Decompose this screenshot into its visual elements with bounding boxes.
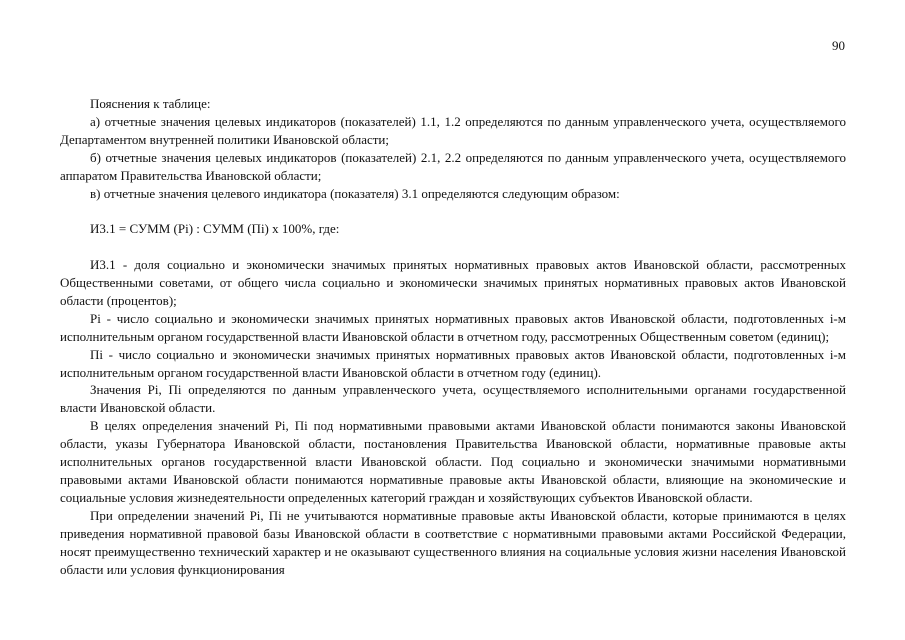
paragraph-values-source: Значения Рi, Пi определяются по данным управленческого учета, осуществляемого исполнительными органами государственной власти Ивановской области.: [60, 382, 846, 416]
paragraph-ri-definition: Рi - число социально и экономически значимых принятых нормативных правовых актов Ивановской области, подготовленных i-м исполнительным органом государственной власти Ивановской области в отчетном году, рассмотренных Общественным советом (единиц);: [60, 310, 846, 344]
formula: И3.1 = СУММ (Рi) : СУММ (Пi) х 100%, где:: [90, 221, 340, 237]
paragraph-b: б) отчетные значения целевых индикаторов (показателей) 2.1, 2.2 определяются по данным управленческого учета, осуществляемого аппаратом Правительства Ивановской области;: [60, 149, 846, 183]
notes-heading: Пояснения к таблице:: [90, 96, 211, 111]
paragraph-i31-definition: И3.1 - доля социально и экономически значимых принятых нормативных правовых актов Ивановской области, рассмотренных Общественными советами, от общего числа социально и экономически значимых принятых нормативных правовых актов Ивановской области (процентов);: [60, 257, 846, 308]
page-number: 90: [832, 38, 845, 53]
paragraph-legal-acts: В целях определения значений Рi, Пi под нормативными правовыми актами Ивановской области понимаются законы Ивановской области, указы Губернатора Ивановской области, постановления Правительства Ивановской области, нормативные правовые акты исполнительных органов государственной власти Ивановской области. Под социально и экономически значимыми нормативными правовыми актами Ивановской области понимаются нормативные правовые акты Ивановской области, влияющие на экономические и социальные условия жизнедеятельности определенных категорий граждан и хозяйствующих субъектов Ивановской области.: [60, 418, 846, 505]
blank-line: [60, 238, 846, 256]
paragraph-pi-definition: Пi - число социально и экономически значимых принятых нормативных правовых актов Ивановской области, подготовленных i-м исполнительным органом государственной власти Ивановской области в отчетном году (единиц).: [60, 346, 846, 380]
paragraph-c: в) отчетные значения целевого индикатора (показателя) 3.1 определяются следующим образом:: [90, 185, 620, 201]
paragraph-exclusions: При определении значений Рi, Пi не учитываются нормативные правовые акты Ивановской области, которые принимаются в целях приведения нормативной правовой базы Ивановской области в соответствие с нормативными правовыми актами Российской Федерации, носят преимущественно технический характер и не оказывают существенного влияния на социальные условия жизни населения Ивановской области или условия функционирования: [60, 507, 846, 577]
document-body: [60, 95, 846, 578]
paragraph-a: а) отчетные значения целевых индикаторов (показателей) 1.1, 1.2 определяются по данным управленческого учета, осуществляемого Департаментом внутренней политики Ивановской области;: [60, 113, 846, 147]
blank-line: [60, 202, 846, 220]
